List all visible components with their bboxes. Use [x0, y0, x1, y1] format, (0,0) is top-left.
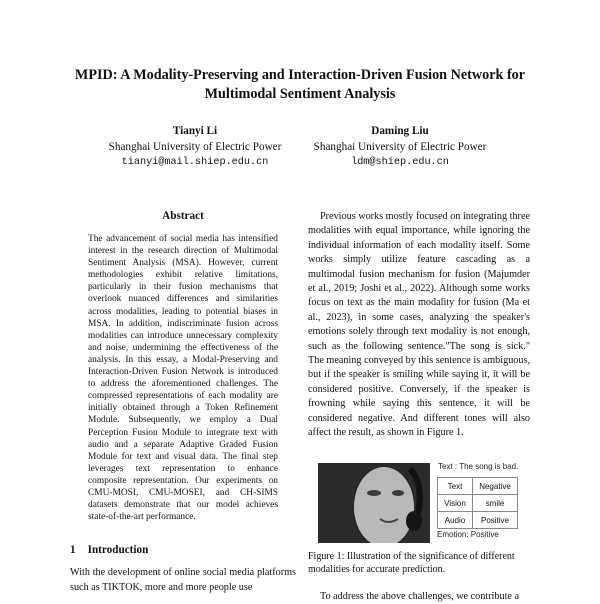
introduction-text: With the development of online social media platforms such as TIKTOK, more and more people use: [70, 567, 296, 593]
author-email: ldm@shiep.edu.cn: [351, 157, 449, 168]
value-cell: smile: [473, 495, 518, 512]
figure-caption: Figure 1: Illustration of the significance of different modalities for accurate prediction.: [308, 551, 515, 575]
bottom-right-text: To address the above challenges, we contribute a: [320, 591, 519, 602]
modality-cell: Audio: [438, 512, 473, 529]
modality-cell: Vision: [438, 495, 473, 512]
modality-table: [437, 477, 518, 529]
eye-shape: [392, 490, 404, 496]
author-affiliation: Shanghai University of Electric Power: [313, 140, 487, 153]
earcup-shape: [406, 511, 422, 531]
author-affiliation: Shanghai University of Electric Power: [108, 140, 282, 153]
section-heading: [70, 544, 148, 556]
author-name: Daming Liu: [371, 125, 429, 137]
value-cell: Negative: [473, 478, 518, 495]
speaker-face-image: [318, 463, 430, 543]
author-email: tianyi@mail.shiep.edu.cn: [121, 157, 269, 168]
table-row: [438, 478, 518, 495]
right-column-paragraph: Previous works mostly focused on integrating three modalities with equal importance, while ignoring the individual information of each modality itself. Some works simply utilize feature cascading as a multimodal fusion mechanism for fusion (Majumder et al., 2019; Joshi et al., 2022). Although some works focus on text as the main modality for fusion (Ma et al., 2023), in some cases, analyzing the speaker's emotions solely through text modality is not enough, such as the following sentence."The song is sick." The meaning conveyed by this sentence is ambiguous, but if the speaker is smiling while saying it, it will be considered positive. Conversely, if the speaker is frowning while saying this sentence, it will be considered negative. And different tones will also affect the result, as shown in Figure 1.: [308, 211, 530, 439]
author-name: Tianyi Li: [172, 125, 218, 137]
paper-title: MPID: A Modality-Preserving and Interaction-Driven Fusion Network for Multimodal Sentiment Analysis: [74, 67, 526, 102]
abstract-text: The advancement of social media has intensified interest in the research direction of Multimodal Sentiment Analysis (MSA). However, current methodologies exhibit relative limitations, particularly in their fusion mechanisms that overlook nuanced differences and similarities across modalities, leading to potential biases in MSA. In addition, indiscriminate fusion across modalities can introduce unnecessary complexity and noise, undermining the effectiveness of the analysis. In this essay, a Modal-Preserving and Interaction-Driven Fusion Network is introduced to address the aforementioned challenges. The compressed representations of each modality are initially obtained through a Token Refinement Module. Subsequently, we employ a Dual Perception Fusion Module to integrate text with audio and a separate Adaptive Graded Fusion Module for text and visual data. The final step leverages text representation to enhance composite representation. Our experiments on CMU-MOSI, CMU-MOSEI, and CH-SIMS datasets demonstrate that our model achieves state-of-the-art performance.: [88, 234, 278, 523]
author-block-1: [95, 124, 295, 171]
abstract-heading: Abstract: [162, 210, 204, 222]
face-illustration: [318, 463, 430, 543]
section-number: 1: [70, 544, 76, 556]
table-row: [438, 495, 518, 512]
table-row: [438, 512, 518, 529]
value-cell: Positive: [473, 512, 518, 529]
section-title: Introduction: [87, 544, 149, 556]
modality-cell: Text: [438, 478, 473, 495]
figure-emotion-label: Emotion: Positive: [437, 530, 499, 539]
figure-text-label: Text : The song is bad.: [438, 462, 519, 471]
author-block-2: [300, 124, 500, 171]
eye-shape: [367, 490, 381, 496]
